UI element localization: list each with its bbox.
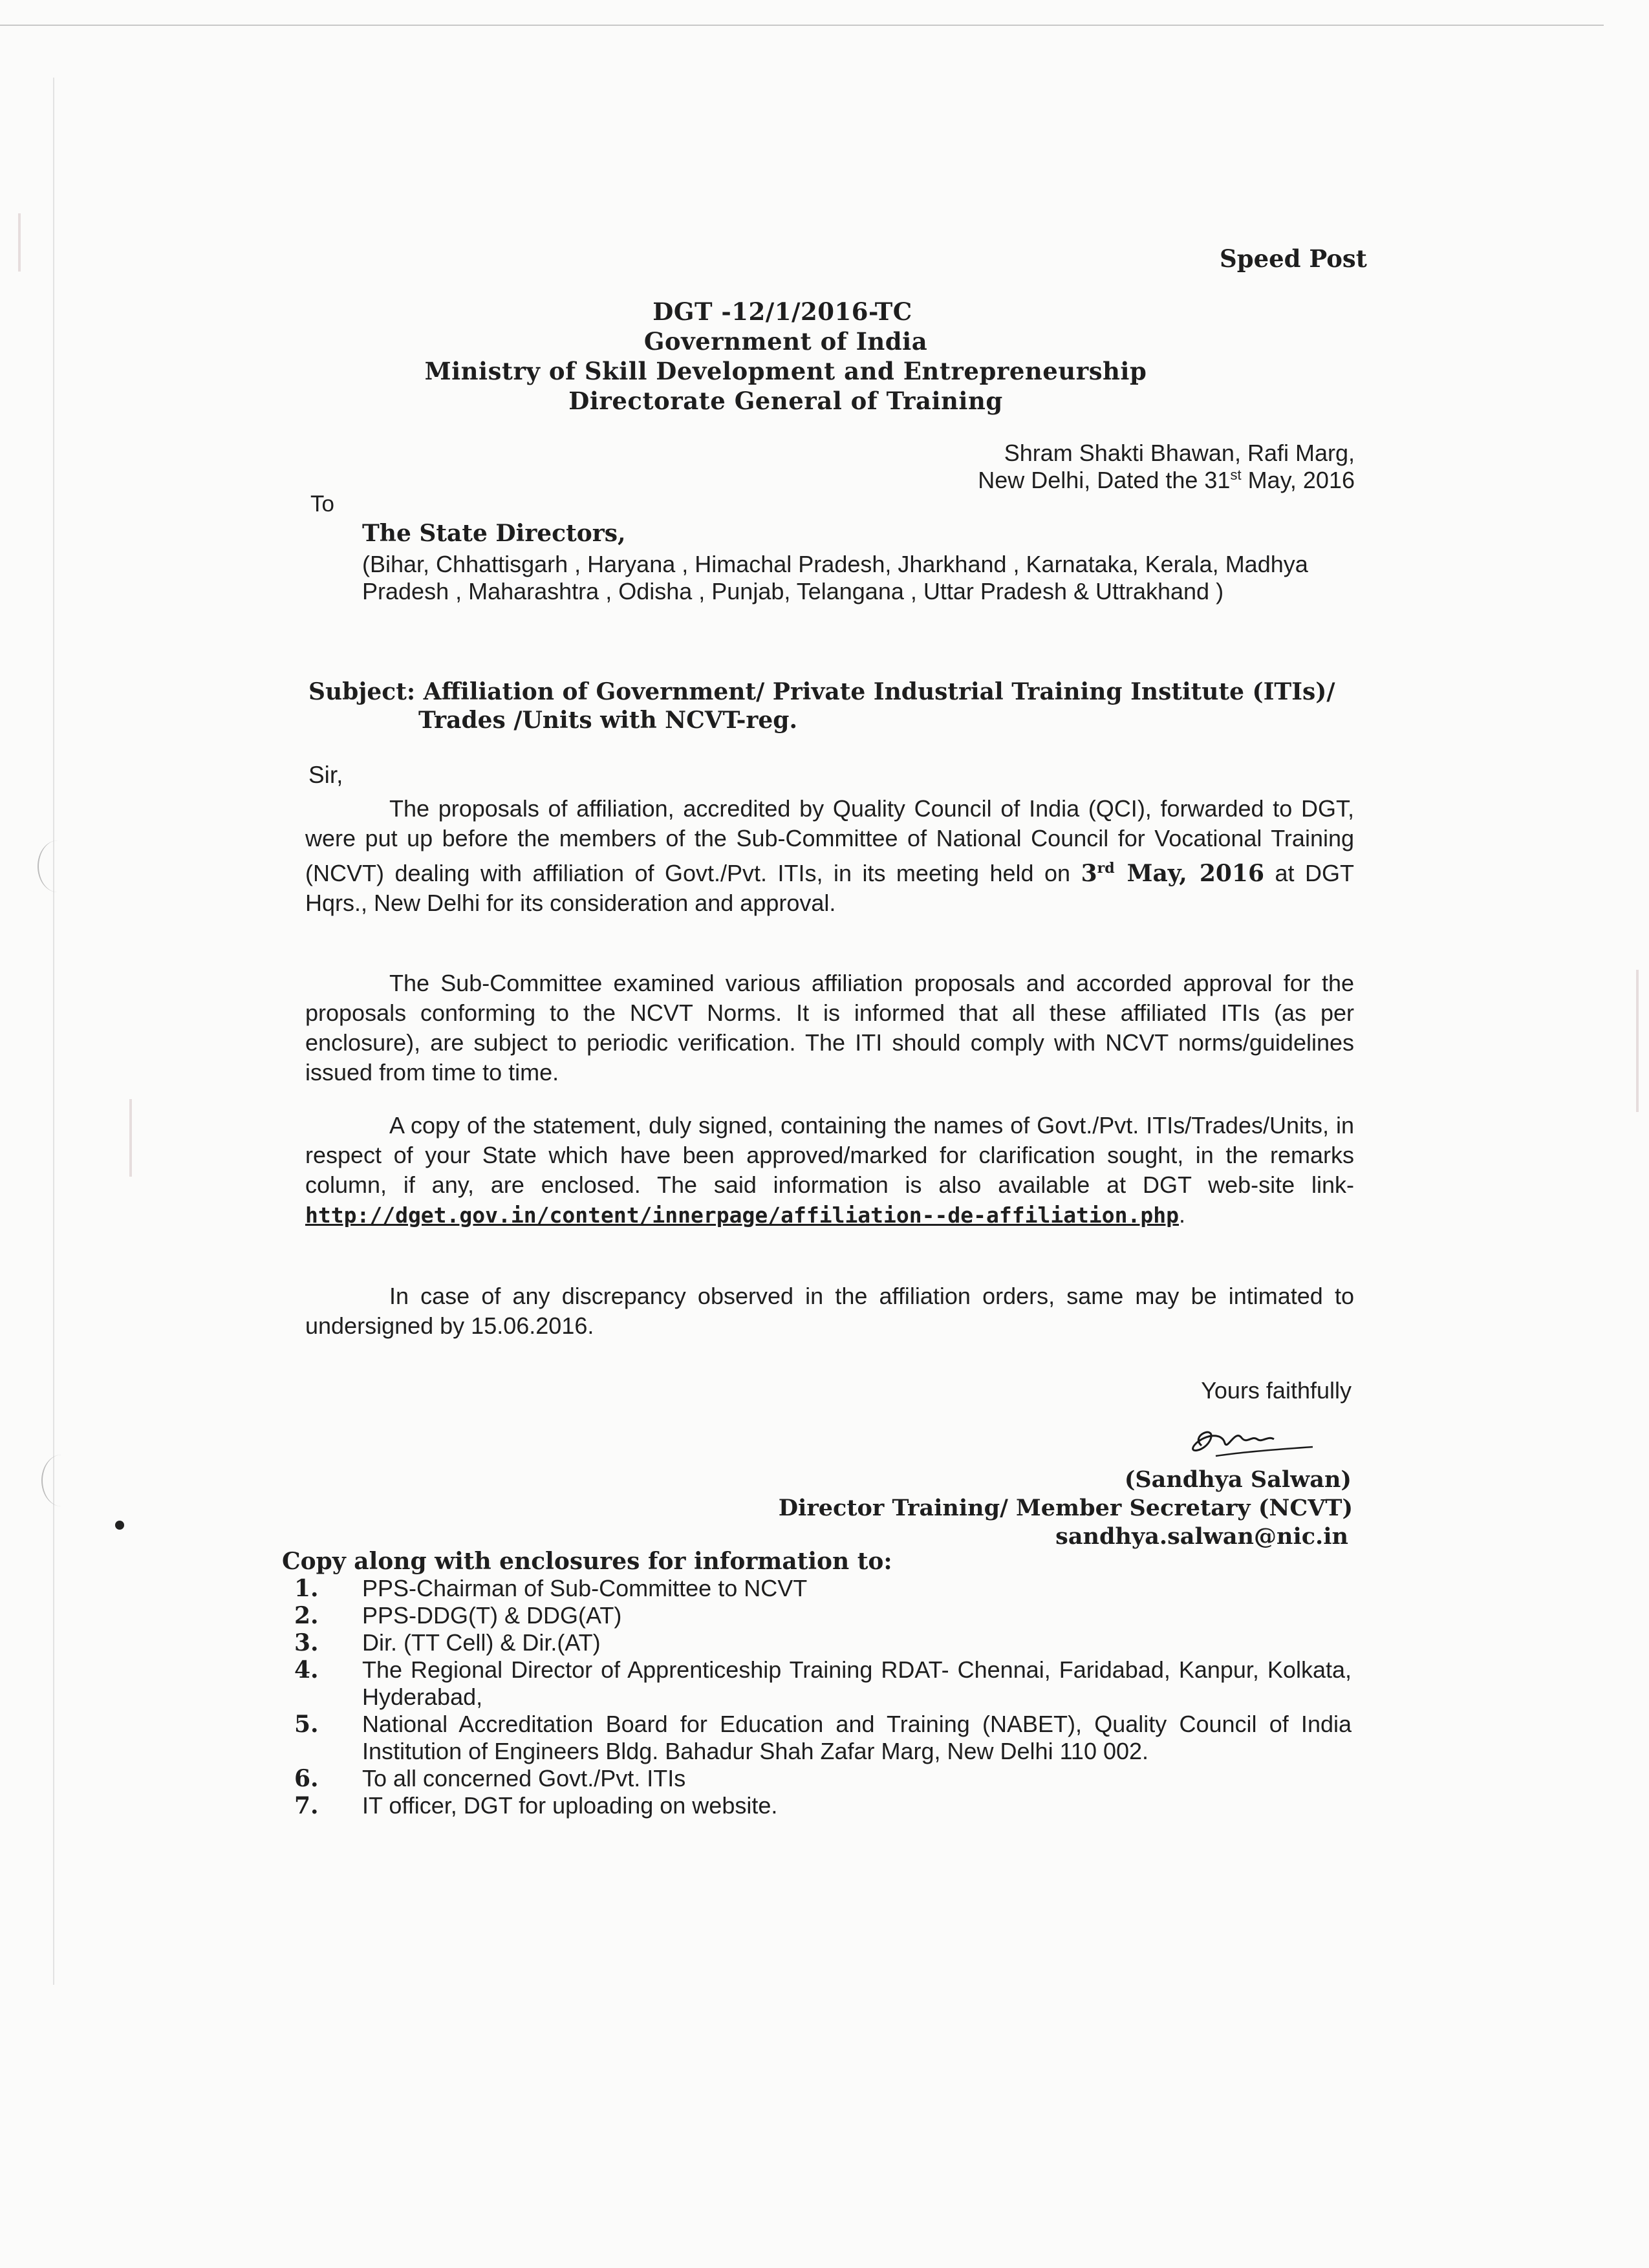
- list-item-text: To all concerned Govt./Pvt. ITIs: [362, 1765, 686, 1792]
- body-paragraph-2: [305, 968, 1354, 1087]
- list-item: [285, 1656, 1352, 1711]
- scan-mark: [38, 840, 78, 892]
- p1-text-b: at DGT Hqrs., New Delhi for its consideration and approval.: [305, 860, 1354, 916]
- to-label: To: [310, 491, 334, 517]
- government-name: Government of India: [643, 327, 928, 356]
- closing-yours: Yours faithfully: [1201, 1377, 1352, 1404]
- salutation: Sir,: [308, 762, 343, 788]
- date-superscript: st: [1230, 467, 1242, 483]
- list-item-number: 6.: [294, 1765, 319, 1792]
- date-prefix: New Delhi, Dated the 31: [978, 467, 1231, 493]
- list-item-number: 4.: [294, 1656, 319, 1684]
- p1-text-a: The proposals of affiliation, accredited by Quality Council of India (QCI), forwarded to DGT, were put up before the members of the Sub-Committee of National Council for Vocational Training (NCVT) dealing with affiliation of Govt./Pvt. ITIs, in its meeting held on: [305, 795, 1354, 886]
- list-item-text: Dir. (TT Cell) & Dir.(AT): [362, 1629, 601, 1656]
- list-item: [285, 1629, 1352, 1656]
- list-item-text: The Regional Director of Apprenticeship Training RDAT- Chennai, Faridabad, Kanpur, Kolkata, Hyderabad,: [362, 1656, 1352, 1710]
- scan-mark: [41, 1455, 81, 1506]
- dispatch-mode: Speed Post: [1220, 244, 1367, 273]
- scan-edge-top: [0, 25, 1604, 26]
- list-item: [285, 1765, 1352, 1792]
- p2-text: The Sub-Committee examined various affiliation proposals and accorded approval for the proposals conforming to the NCVT Norms. It is informed that all these affiliated ITIs (as per enclosure), are subject to periodic verification. The ITI should comply with NCVT norms/guidelines issued from time to time.: [305, 970, 1354, 1086]
- list-item-text: PPS-DDG(T) & DDG(AT): [362, 1602, 622, 1629]
- scan-noise: [18, 213, 21, 272]
- copy-to-list: [285, 1575, 1352, 1819]
- address-line: Shram Shakti Bhawan, Rafi Marg,: [1004, 440, 1355, 466]
- list-item-number: 3.: [294, 1629, 319, 1656]
- handwritten-signature: [1177, 1409, 1319, 1468]
- p4-text: In case of any discrepancy observed in the affiliation orders, same may be intimated to undersigned by 15.06.2016.: [305, 1283, 1354, 1339]
- signatory-designation: Director Training/ Member Secretary (NCVT): [778, 1495, 1353, 1521]
- list-item: [285, 1711, 1352, 1765]
- copy-to-title: Copy along with enclosures for information to:: [282, 1548, 892, 1575]
- recipient-title: The State Directors,: [362, 520, 626, 547]
- ministry-name: Ministry of Skill Development and Entrepreneurship: [424, 357, 1147, 385]
- subject-line-2: Trades /Units with NCVT-reg.: [418, 707, 798, 734]
- list-item: [285, 1602, 1352, 1629]
- dgt-website-link[interactable]: http://dget.gov.in/content/innerpage/affiliation--de-affiliation.php: [305, 1203, 1180, 1228]
- subject-line-1: Affiliation of Government/ Private Industrial Training Institute (ITIs)/: [423, 678, 1335, 705]
- p1-date-rest: May, 2016: [1114, 860, 1265, 887]
- p1-date: [1081, 860, 1264, 887]
- list-item-number: 2.: [294, 1602, 319, 1629]
- scan-dot: [115, 1521, 124, 1530]
- p1-date-sup: rd: [1097, 860, 1115, 877]
- recipient-states: (Bihar, Chhattisgarh , Haryana , Himachal Pradesh, Jharkhand , Karnataka, Kerala, Madhya Pradesh , Maharashtra , Odisha , Punjab, Telangana , Uttar Pradesh & Uttrakhand ): [362, 551, 1308, 604]
- subject: [308, 678, 1369, 734]
- p3-text-a: A copy of the statement, duly signed, containing the names of Govt./Pvt. ITIs/Trades/Units, in respect of your State which have been approved/marked for clarification sought, in the remarks column, if any, are enclosed. The said information is also available at DGT web-site link-: [305, 1112, 1354, 1198]
- reference-number: DGT -12/1/2016-TC: [652, 297, 912, 326]
- list-item-text: IT officer, DGT for uploading on website.: [362, 1792, 778, 1819]
- body-paragraph-4: [305, 1281, 1354, 1341]
- p3-text-b: .: [1179, 1201, 1186, 1228]
- p1-date-num: 3: [1081, 860, 1097, 887]
- list-item-text: National Accreditation Board for Education and Training (NABET), Quality Council of India Institution of Engineers Bldg. Bahadur Shah Zafar Marg, New Delhi 110 002.: [362, 1711, 1352, 1764]
- scan-noise: [1636, 970, 1639, 1112]
- subject-label: Subject:: [308, 678, 416, 705]
- body-paragraph-3: [305, 1111, 1354, 1230]
- list-item: [285, 1792, 1352, 1819]
- list-item-number: 7.: [294, 1792, 319, 1819]
- list-item-number: 1.: [294, 1575, 319, 1602]
- body-paragraph-1: [305, 794, 1354, 918]
- scan-noise: [129, 1099, 132, 1177]
- signatory-email: sandhya.salwan@nic.in: [1055, 1523, 1348, 1550]
- letter-date: [978, 467, 1355, 494]
- list-item: [285, 1575, 1352, 1602]
- list-item-text: PPS-Chairman of Sub-Committee to NCVT: [362, 1575, 808, 1601]
- date-suffix: May, 2016: [1241, 467, 1355, 493]
- directorate-name: Directorate General of Training: [568, 387, 1003, 415]
- signatory-name: (Sandhya Salwan): [1124, 1466, 1352, 1493]
- list-item-number: 5.: [294, 1711, 319, 1738]
